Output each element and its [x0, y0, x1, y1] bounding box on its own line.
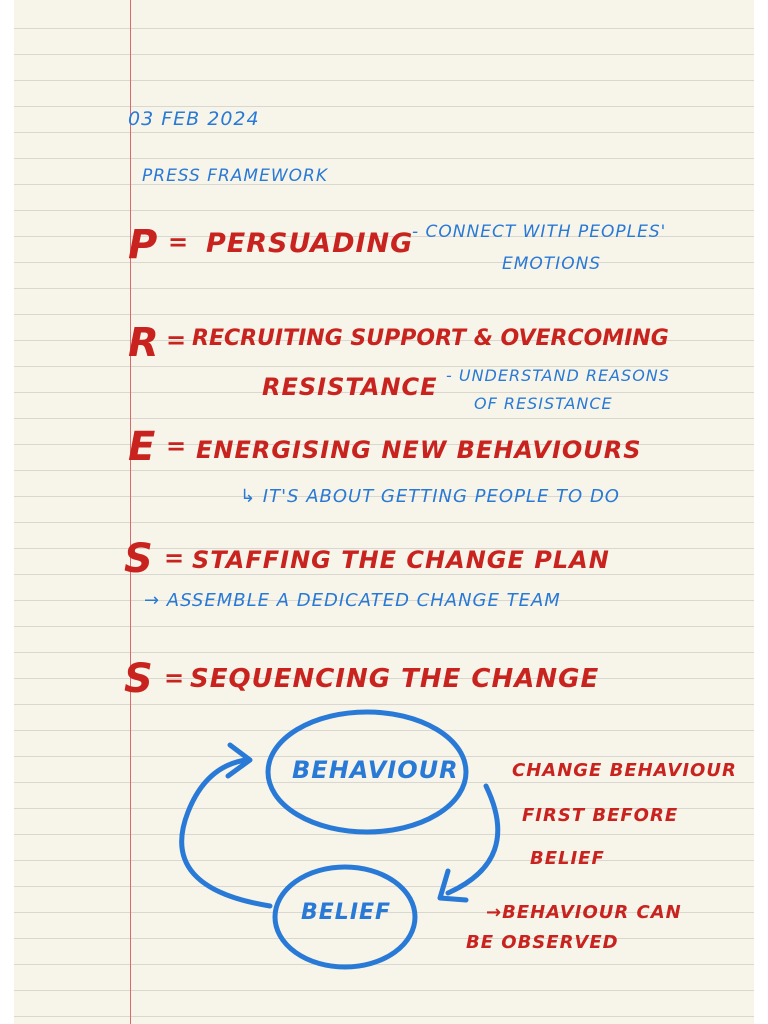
arrow-belief-to-behaviour	[182, 760, 270, 906]
s2-equals: =	[164, 664, 186, 692]
r-term-line2: RESISTANCE	[262, 373, 438, 401]
s1-note: → ASSEMBLE A DEDICATED CHANGE TEAM	[144, 590, 561, 611]
p-term: PERSUADING	[206, 228, 414, 259]
r-letter: R	[128, 320, 160, 366]
cycle-side-note-line2: FIRST BEFORE	[522, 805, 679, 826]
r-note-line2: OF RESISTANCE	[474, 394, 613, 413]
p-letter: P	[128, 222, 159, 268]
s2-letter: S	[124, 656, 154, 702]
s1-term: STAFFING THE CHANGE PLAN	[192, 546, 610, 574]
r-equals: =	[166, 326, 188, 354]
r-note-line1: - UNDERSTAND REASONS	[446, 366, 670, 385]
belief-node-label: BELIEF	[301, 900, 392, 925]
r-term-line1: RECRUITING SUPPORT & OVERCOMING	[192, 326, 669, 351]
e-letter: E	[128, 424, 157, 470]
p-note-line1: - CONNECT WITH PEOPLES'	[412, 222, 667, 242]
e-note: ↳ IT'S ABOUT GETTING PEOPLE TO DO	[240, 486, 620, 507]
e-equals: =	[166, 432, 188, 460]
e-term: ENERGISING NEW BEHAVIOURS	[196, 436, 642, 464]
note-title: PRESS FRAMEWORK	[142, 166, 328, 186]
p-note-line2: EMOTIONS	[502, 254, 602, 274]
s2-term: SEQUENCING THE CHANGE	[190, 664, 600, 694]
cycle-bottom-note-line2: BE OBSERVED	[466, 932, 619, 953]
cycle-bottom-note-line1: →BEHAVIOUR CAN	[486, 902, 682, 923]
note-date: 03 FEB 2024	[128, 108, 260, 130]
cycle-side-note-line1: CHANGE BEHAVIOUR	[512, 760, 737, 781]
behaviour-node-label: BEHAVIOUR	[292, 756, 459, 784]
s1-letter: S	[124, 536, 154, 582]
s1-equals: =	[164, 544, 186, 572]
p-equals: =	[168, 228, 190, 256]
cycle-side-note-line3: BELIEF	[530, 848, 605, 869]
